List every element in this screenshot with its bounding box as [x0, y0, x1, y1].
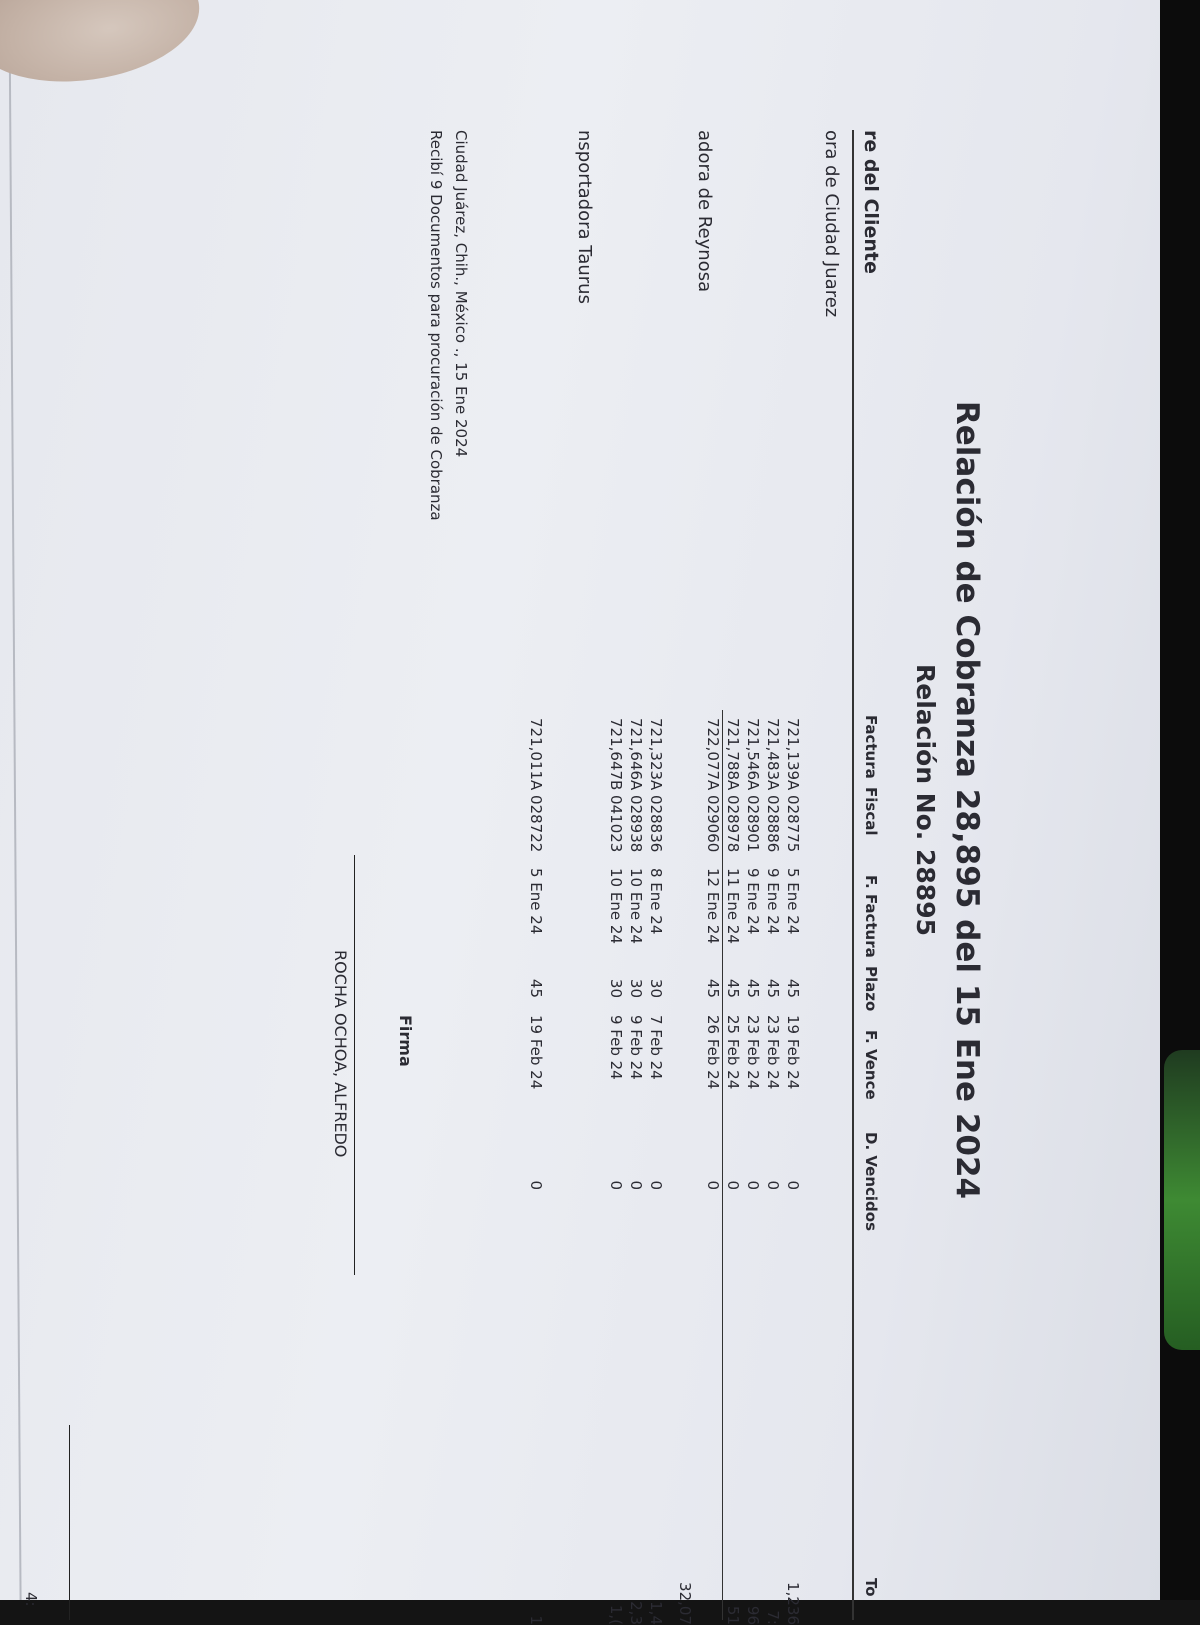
- cell-total: 1,4: [647, 1601, 665, 1625]
- cell-plazo: 45: [704, 978, 722, 998]
- header-f-vence: F. Vence: [862, 1030, 880, 1100]
- cell-total: 7:: [764, 1610, 782, 1625]
- cell-d-vencidos: 0: [724, 1180, 742, 1190]
- cell-fiscal: B 041023: [607, 780, 625, 853]
- cell-f-vence: 23 Feb 24: [764, 1015, 782, 1090]
- client-column-header: re del Cliente: [860, 130, 882, 274]
- cell-f-factura: 11 Ene 24: [724, 868, 742, 944]
- document-subtitle: Relación No. 28895: [911, 664, 940, 936]
- right-edge-mark: 4:: [22, 1592, 40, 1607]
- header-d-vencidos: D. Vencidos: [862, 1132, 880, 1232]
- cell-plazo: 45: [764, 978, 782, 998]
- cell-d-vencidos: 0: [744, 1180, 762, 1190]
- cell-fiscal: A 029060: [704, 780, 722, 853]
- cell-factura: 721,483: [764, 718, 782, 781]
- cell-plazo: 30: [607, 978, 625, 998]
- received-note: Recibí 9 Documentos para procuración de Cobranza: [427, 130, 445, 521]
- client-name: adora de Reynosa: [694, 130, 715, 293]
- cell-plazo: 30: [647, 978, 665, 998]
- cell-total: 51: [724, 1605, 742, 1625]
- place-date: Ciudad Juárez, Chih., México ., 15 Ene 2024: [452, 130, 470, 458]
- cell-f-factura: 8 Ene 24: [647, 868, 665, 935]
- header-rule: [852, 130, 854, 1620]
- cell-plazo: 45: [527, 978, 545, 998]
- signature-line: [354, 855, 355, 1275]
- client-name: ora de Ciudad Juarez: [821, 130, 842, 318]
- cell-d-vencidos: 0: [607, 1180, 625, 1190]
- cell-total: 1,236: [784, 1582, 802, 1625]
- cell-fiscal: A 028836: [647, 780, 665, 853]
- cell-f-vence: 26 Feb 24: [704, 1015, 722, 1090]
- signer-name: ROCHA OCHOA, ALFREDO: [331, 950, 350, 1158]
- header-fiscal: Fiscal: [862, 787, 880, 836]
- cell-f-vence: 25 Feb 24: [724, 1015, 742, 1090]
- dark-edge: [1160, 0, 1200, 1600]
- cell-total: 96: [744, 1605, 762, 1625]
- cell-fiscal: A 028775: [784, 780, 802, 853]
- cell-plazo: 45: [784, 978, 802, 998]
- cell-plazo: 45: [744, 978, 762, 998]
- cell-factura: 721,646: [627, 718, 645, 781]
- cell-f-factura: 9 Ene 24: [744, 868, 762, 935]
- cell-d-vencidos: 0: [704, 1180, 722, 1190]
- cell-d-vencidos: 0: [527, 1180, 545, 1190]
- cell-fiscal: A 028901: [744, 780, 762, 853]
- cell-factura: 721,647: [607, 718, 625, 781]
- green-object: [1164, 1050, 1200, 1350]
- cell-factura: 721,323: [647, 718, 665, 781]
- client-subtotal: 32,07: [676, 1582, 694, 1625]
- header-plazo: Plazo: [862, 966, 880, 1012]
- client-name: nsportadora Taurus: [574, 130, 595, 304]
- cell-factura: 721,139: [784, 718, 802, 781]
- cell-f-vence: 23 Feb 24: [744, 1015, 762, 1090]
- cell-fiscal: A 028978: [724, 780, 742, 853]
- cell-total: 1: [527, 1615, 545, 1625]
- cell-f-vence: 7 Feb 24: [647, 1015, 665, 1080]
- document-title: Relación de Cobranza 28,895 del 15 Ene 2024: [949, 400, 985, 1200]
- cell-f-factura: 9 Ene 24: [764, 868, 782, 935]
- cell-factura: 722,077: [704, 718, 722, 781]
- cell-d-vencidos: 0: [647, 1180, 665, 1190]
- cell-factura: 721,011: [527, 718, 545, 781]
- cell-total: 1,(: [607, 1604, 625, 1625]
- cell-factura: 721,788: [724, 718, 742, 781]
- cell-fiscal: A 028938: [627, 780, 645, 853]
- header-total: To: [862, 1578, 880, 1597]
- cell-d-vencidos: 0: [627, 1180, 645, 1190]
- cell-f-factura: 10 Ene 24: [607, 868, 625, 944]
- row-underline: [722, 710, 723, 1620]
- cell-f-factura: 10 Ene 24: [627, 868, 645, 944]
- firma-label: Firma: [396, 1015, 415, 1067]
- cell-fiscal: A 028886: [764, 780, 782, 853]
- cell-plazo: 30: [627, 978, 645, 998]
- cell-f-factura: 5 Ene 24: [784, 868, 802, 935]
- cell-d-vencidos: 0: [784, 1180, 802, 1190]
- cell-fiscal: A 028722: [527, 780, 545, 853]
- total-line: [69, 1425, 70, 1620]
- cell-factura: 721,546: [744, 718, 762, 781]
- cell-f-factura: 5 Ene 24: [527, 868, 545, 935]
- cell-f-vence: 9 Feb 24: [607, 1015, 625, 1080]
- cell-total: 2,3: [627, 1601, 645, 1625]
- header-factura: Factura: [862, 715, 880, 779]
- cell-plazo: 45: [724, 978, 742, 998]
- cell-f-vence: 19 Feb 24: [784, 1015, 802, 1090]
- cell-d-vencidos: 0: [764, 1180, 782, 1190]
- cell-f-vence: 19 Feb 24: [527, 1015, 545, 1090]
- cell-f-factura: 12 Ene 24: [704, 868, 722, 944]
- cell-f-vence: 9 Feb 24: [627, 1015, 645, 1080]
- header-f-factura: F. Factura: [862, 875, 880, 958]
